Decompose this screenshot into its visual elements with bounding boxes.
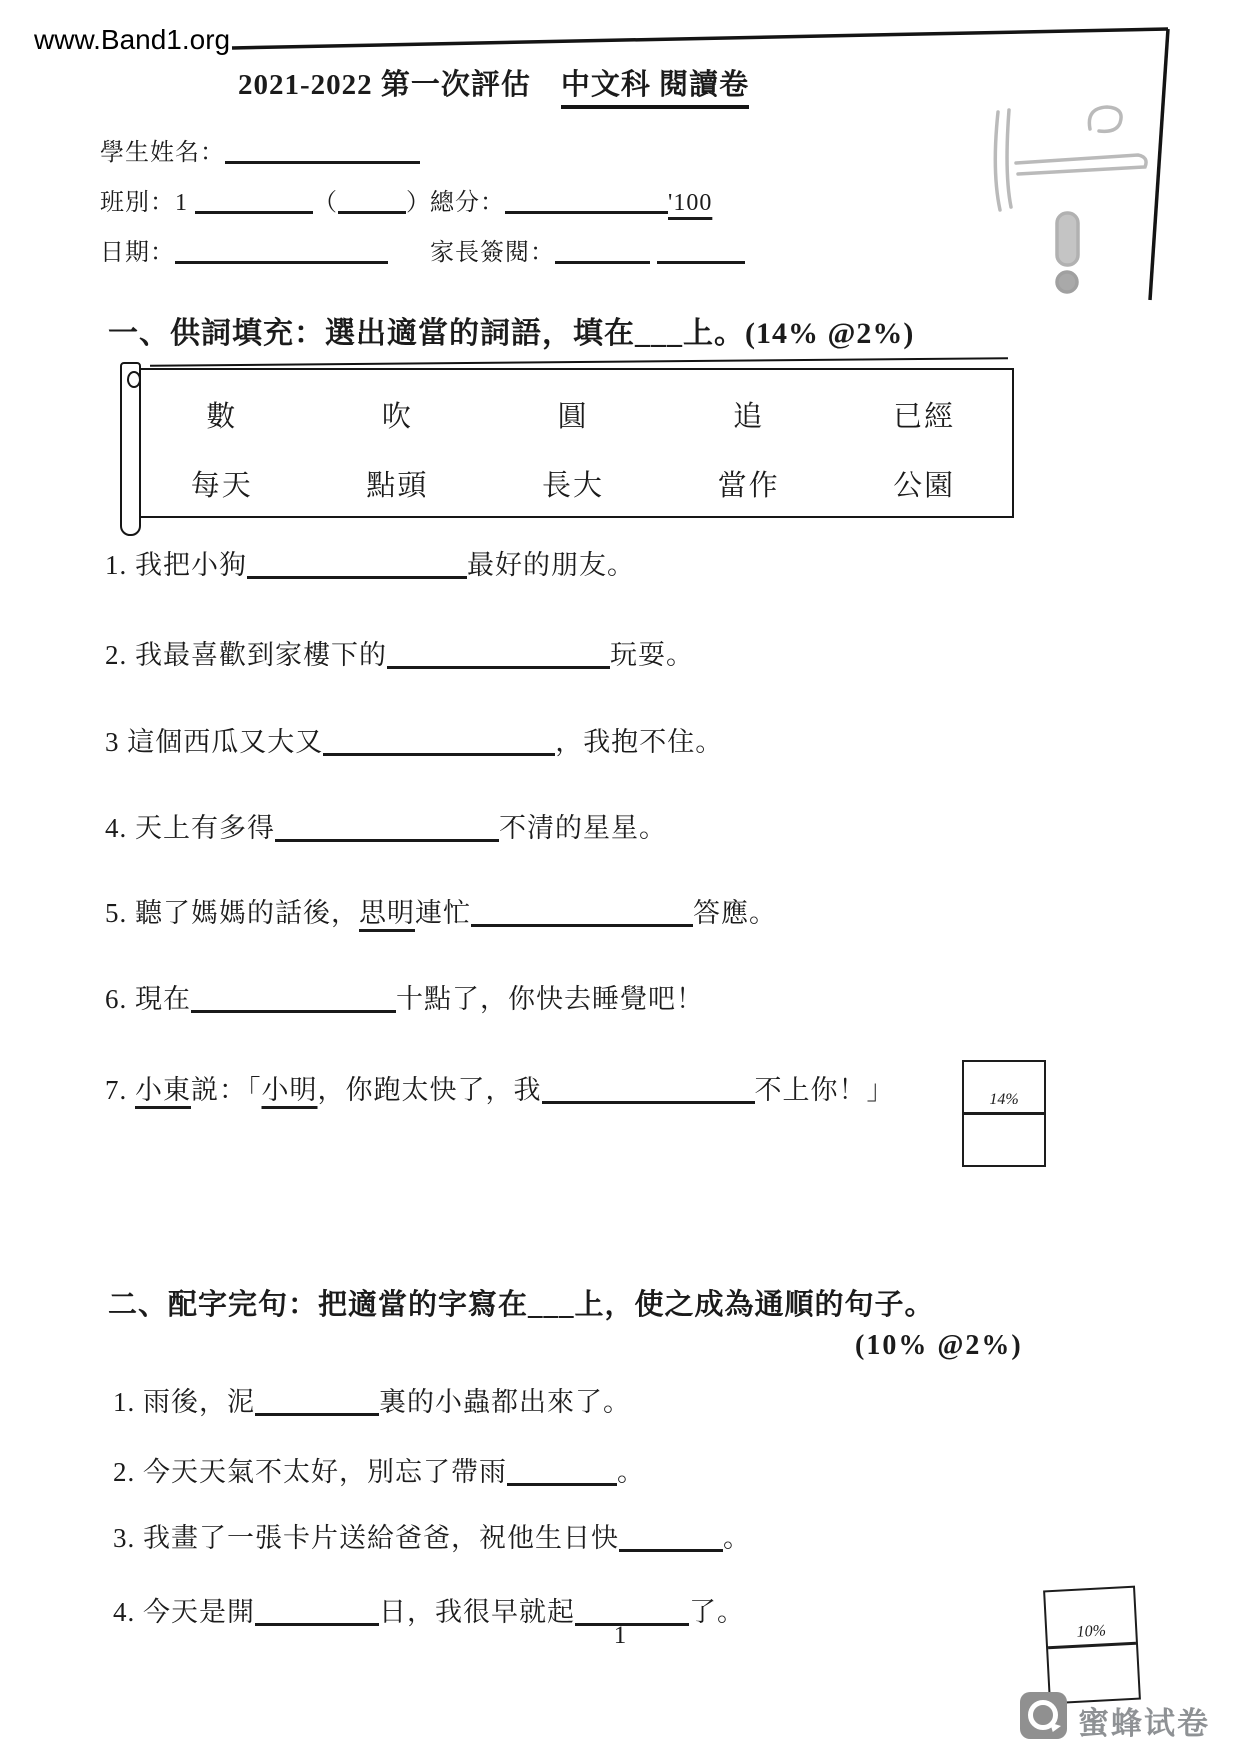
answer-blank — [542, 1075, 755, 1104]
question-text: ，我抱不住。 — [555, 727, 724, 757]
answer-blank — [275, 813, 499, 842]
question-text: 7. — [105, 1075, 135, 1105]
question — [105, 891, 777, 930]
section2-heading-marks: (10% @2%) — [855, 1330, 1023, 1361]
field-parent-sign — [430, 232, 745, 267]
underlined-text: 思明 — [359, 898, 415, 928]
question-text: 最好的朋友。 — [467, 550, 635, 580]
brand-name: 蜜蜂试卷 — [1078, 1706, 1210, 1741]
question-text: （ — [313, 190, 338, 216]
wordbank-word: 已經 — [893, 401, 956, 433]
question-text: 學生姓名： — [100, 140, 225, 166]
field-student-name — [100, 132, 420, 167]
exam-title-subject: 中文科 閱讀卷 — [561, 69, 749, 109]
bee-logo-icon — [1020, 1692, 1067, 1739]
question-text: 4. 今天是開 — [113, 1597, 255, 1627]
wordbank-top-line — [150, 357, 1008, 366]
answer-blank — [555, 239, 650, 265]
question — [113, 1450, 645, 1489]
question-text: 。 — [723, 1523, 751, 1553]
answer-blank — [255, 1387, 379, 1416]
question-text: 了。 — [689, 1597, 745, 1627]
wordbank-word: 追 — [733, 401, 765, 433]
question-text: 班別：1 — [100, 190, 195, 216]
question-text: 5. 聽了媽媽的話後， — [105, 898, 359, 928]
question-text: 家長簽閱： — [430, 240, 555, 266]
answer-blank — [323, 727, 555, 756]
question-text: 。 — [617, 1457, 645, 1487]
question-text: 説：「 — [191, 1075, 262, 1105]
answer-blank — [195, 189, 313, 215]
question-text: 6. 現在 — [105, 984, 191, 1014]
section1-heading: 一、供詞填充：選出適當的詞語，填在___上。(14% @2%) — [108, 317, 915, 350]
question-text: 2. 今天天氣不太好，別忘了帶雨 — [113, 1457, 507, 1487]
question-text: 1. 雨後，泥 — [113, 1387, 255, 1417]
score-label: 10% — [1045, 1588, 1136, 1649]
wordbank-word: 點頭 — [366, 470, 429, 502]
wordbank-box — [132, 368, 1014, 518]
question-text: 十點了，你快去睡覺吧！ — [396, 984, 704, 1014]
answer-blank — [247, 550, 467, 579]
question-text — [650, 240, 657, 266]
question-text: 裏的小蟲都出來了。 — [379, 1387, 631, 1417]
question-text: ） — [406, 190, 431, 216]
wordbank-word: 吹 — [381, 401, 413, 433]
question-text: 答應。 — [693, 898, 777, 928]
question-text: 連忙 — [415, 898, 471, 928]
question — [105, 720, 723, 759]
answer-blank — [191, 984, 396, 1013]
wordbank-word: 公園 — [893, 470, 956, 502]
wordbank-word: 圓 — [557, 401, 589, 433]
wordbank-word: 數 — [206, 401, 238, 433]
exam-title-year: 2021-2022 第一次評估 — [238, 69, 561, 101]
field-total-score — [430, 182, 712, 217]
wordbank-row — [134, 463, 1012, 504]
answer-blank — [657, 239, 745, 265]
question-text: 不清的星星。 — [499, 813, 667, 843]
section2-heading: 二、配字完句：把適當的字寫在___上，使之成為通順的句子。 — [108, 1289, 935, 1321]
underlined-text: 小明 — [261, 1075, 318, 1105]
question — [113, 1516, 751, 1555]
answer-blank — [338, 189, 406, 215]
scroll-curl-icon — [127, 371, 141, 388]
question-text: 3. 我畫了一張卡片送給爸爸，祝他生日快 — [113, 1523, 619, 1553]
score-box-section1 — [962, 1060, 1046, 1167]
question — [105, 977, 704, 1016]
watermark-url: www.Band1.org — [34, 24, 231, 55]
question-text: 不上你！」 — [754, 1075, 895, 1105]
question-text: 日期： — [100, 240, 175, 266]
exam-title — [238, 62, 749, 103]
question-text: ，你跑太快了，我 — [317, 1075, 542, 1105]
field-class — [100, 182, 431, 217]
question-text: 2. 我最喜歡到家樓下的 — [105, 640, 387, 670]
question — [105, 633, 694, 672]
question — [105, 806, 667, 845]
handwritten-mark — [995, 107, 1146, 292]
wordbank-word: 長大 — [541, 470, 604, 502]
underlined-text: '100 — [668, 190, 713, 216]
underlined-text: 小東 — [135, 1075, 191, 1105]
field-date — [100, 232, 388, 267]
answer-blank — [619, 1523, 723, 1552]
wordbank-row — [134, 394, 1012, 435]
question-text: 總分： — [430, 190, 505, 216]
question-text: 日，我很早就起 — [379, 1597, 575, 1627]
wordbank-word: 當作 — [717, 470, 780, 502]
question — [113, 1380, 631, 1419]
answer-blank — [505, 189, 668, 215]
question-text: 1. 我把小狗 — [105, 550, 247, 580]
question-text: 3 這個西瓜又大又 — [105, 727, 324, 757]
answer-blank — [507, 1457, 617, 1486]
answer-blank — [387, 640, 610, 669]
question — [105, 1068, 895, 1107]
score-label: 14% — [964, 1062, 1044, 1115]
answer-blank — [225, 139, 420, 165]
answer-blank — [175, 239, 388, 265]
answer-blank — [471, 898, 693, 927]
wordbank-word: 每天 — [190, 470, 253, 502]
question-text: 4. 天上有多得 — [105, 813, 275, 843]
page-number: 1 — [613, 1622, 627, 1649]
question — [105, 543, 635, 582]
question-text: 玩耍。 — [610, 640, 694, 670]
